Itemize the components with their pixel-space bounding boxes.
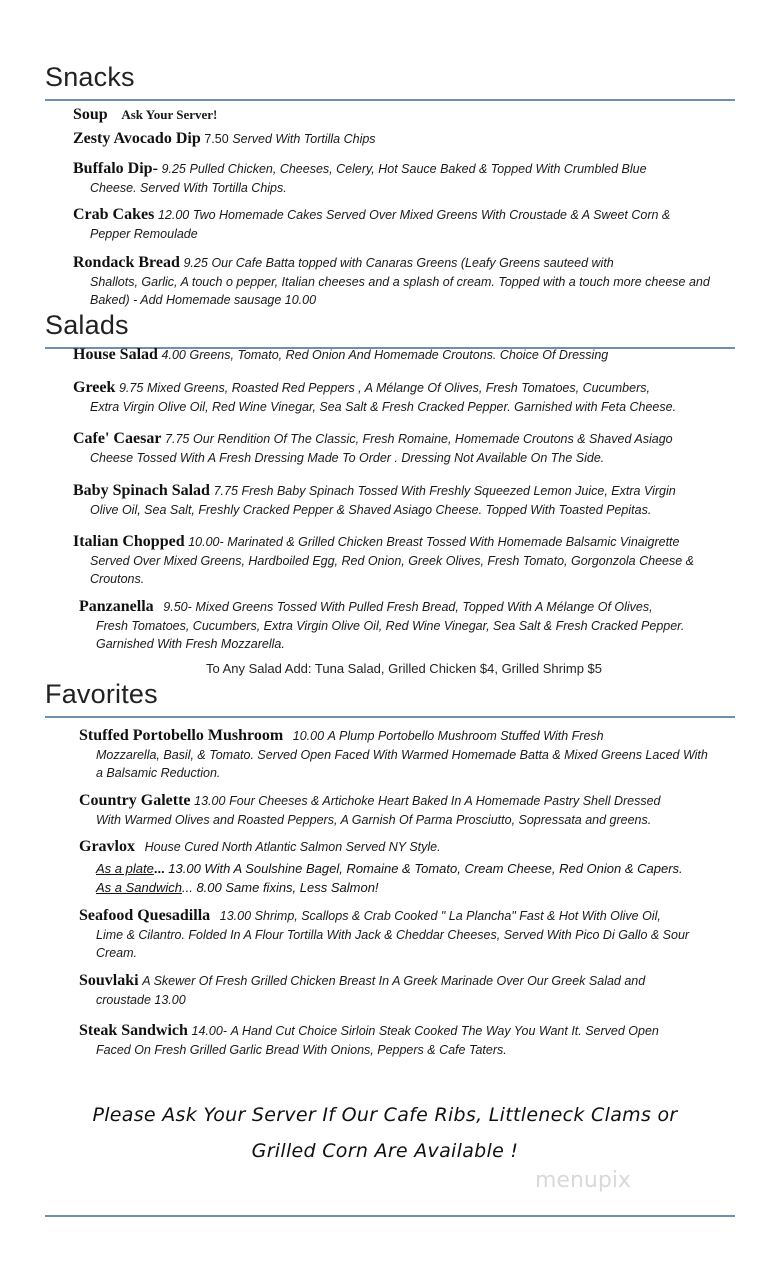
item-name: House Salad [73, 346, 158, 363]
item-name: Panzanella [79, 598, 154, 615]
item-name: Gravlox [79, 838, 135, 855]
menu-item-panzanella [79, 598, 749, 654]
option-separator: ... [153, 861, 165, 876]
item-name: Stuffed Portobello Mushroom [79, 727, 284, 744]
closing-line-2: Grilled Corn Are Available ! [251, 1140, 519, 1162]
item-description-continued: Cheese. Served With Tortilla Chips. [90, 180, 287, 195]
item-price: 12.00 [157, 208, 190, 222]
item-description-continued: Shallots, Garlic, A touch o pepper, Italian cheeses and a splash of cream. Topped with a touch more cheese and Baked) - Add Homemade sausage 10.00 [90, 274, 710, 307]
section-title-favorites: Favorites [45, 679, 158, 709]
item-name: Steak Sandwich [79, 1022, 188, 1039]
footer-rule [45, 1215, 735, 1217]
item-price: 10.00 [292, 729, 325, 743]
item-price: 7.75 [165, 432, 190, 446]
item-price: 7.75 [213, 484, 238, 498]
item-description: A Skewer Of Fresh Grilled Chicken Breast In A Greek Marinade Over Our Greek Salad and [142, 974, 646, 988]
item-description: Our Cafe Batta topped with Canaras Greens (Leafy Greens sauteed with [211, 256, 614, 270]
menu-item-greek [73, 379, 743, 416]
item-description: A Plump Portobello Mushroom Stuffed With Fresh [327, 729, 604, 743]
item-description: Fresh Baby Spinach Tossed With Freshly Squeezed Lemon Juice, Extra Virgin [241, 484, 676, 498]
item-name: Country Galette [79, 792, 191, 809]
menu-item-buffalo-dip [73, 160, 743, 197]
item-price: 10.00- [188, 535, 224, 549]
closing-note [40, 1097, 730, 1169]
gravlox-option-sandwich [96, 880, 379, 895]
menu-item-gravlox [79, 838, 749, 857]
item-name: Baby Spinach Salad [73, 482, 210, 499]
item-price: 13.00 [219, 909, 252, 923]
menu-item-cafe-caesar [73, 430, 743, 467]
item-description: A Hand Cut Choice Sirloin Steak Cooked The Way You Want It. Served Open [230, 1024, 659, 1038]
item-description-continued: Lime & Cilantro. Folded In A Flour Tortilla With Jack & Cheddar Cheeses, Served With Pico Di Gallo & Sour Cream. [96, 927, 690, 960]
item-description-continued: Served Over Mixed Greens, Hardboiled Egg, Red Onion, Greek Olives, Fresh Tomato, Gorgonzola Cheese & Croutons. [90, 553, 694, 586]
menu-item-seafood-quesadilla [79, 907, 749, 963]
watermark-logo: menupix [535, 1168, 631, 1193]
item-description: Mixed Greens Tossed With Pulled Fresh Bread, Topped With A Mélange Of Olives, [195, 600, 653, 614]
item-price: 9.25 [183, 256, 208, 270]
item-description: Pulled Chicken, Cheeses, Celery, Hot Sauce Baked & Topped With Crumbled Blue [189, 162, 647, 176]
item-description: Marinated & Grilled Chicken Breast Tossed With Homemade Balsamic Vinaigrette [227, 535, 680, 549]
gravlox-option-plate [96, 861, 683, 876]
menu-item-italian-chopped [73, 533, 748, 589]
item-description-continued: Faced On Fresh Grilled Garlic Bread With Onions, Peppers & Cafe Taters. [96, 1042, 507, 1057]
item-description: Ask Your Server! [121, 107, 218, 122]
item-name: Buffalo Dip- [73, 160, 158, 177]
item-price: 9.75 [118, 381, 144, 395]
item-description: House Cured North Atlantic Salmon Served NY Style. [144, 840, 441, 854]
item-price: 4.00 [161, 348, 186, 362]
item-description: Mixed Greens, Roasted Red Peppers , A Mélange Of Olives, Fresh Tomatoes, Cucumbers, [146, 381, 650, 395]
menu-item-stuffed-portobello-mushroom [79, 727, 749, 783]
item-description: Shrimp, Scallops & Crab Cooked " La Plancha" Fast & Hot With Olive Oil, [254, 909, 661, 923]
item-price: 9.25 [161, 162, 186, 176]
option-separator: ... [182, 880, 193, 895]
item-price: 7.50 [204, 132, 229, 146]
item-price: 14.00- [191, 1024, 227, 1038]
menu-item-baby-spinach-salad [73, 482, 743, 519]
item-name: Souvlaki [79, 972, 139, 989]
item-price: 9.50- [163, 600, 192, 614]
item-description-continued: Olive Oil, Sea Salt, Freshly Cracked Pepper & Shaved Asiago Cheese. Topped With Toasted Pepitas. [90, 502, 652, 517]
item-name: Zesty Avocado Dip [73, 130, 201, 147]
item-name: Crab Cakes [73, 206, 155, 223]
item-description-continued: Mozzarella, Basil, & Tomato. Served Open Faced With Warmed Homemade Batta & Mixed Greens Laced With a Balsamic Reduction. [96, 747, 708, 780]
item-description: Greens, Tomato, Red Onion And Homemade Croutons. Choice Of Dressing [189, 348, 609, 362]
option-label: As a Sandwich [96, 880, 182, 895]
item-description: Our Rendition Of The Classic, Fresh Romaine, Homemade Croutons & Shaved Asiago [193, 432, 673, 446]
section-title-salads: Salads [45, 310, 129, 340]
item-name: Seafood Quesadilla [79, 907, 211, 924]
option-label: As a plate [96, 861, 154, 876]
item-name: Soup [73, 106, 108, 123]
menu-item-zesty-avocado-dip [73, 130, 743, 149]
menu-item-soup [73, 106, 743, 125]
option-text: 8.00 Same fixins, Less Salmon! [192, 880, 379, 895]
item-name: Rondack Bread [73, 254, 180, 271]
item-name: Greek [73, 379, 116, 396]
item-description: Four Cheeses & Artichoke Heart Baked In A Homemade Pastry Shell Dressed [229, 794, 661, 808]
item-description-continued: Pepper Remoulade [90, 226, 198, 241]
item-description: Served With Tortilla Chips [232, 132, 376, 146]
menu-item-crab-cakes [73, 206, 743, 243]
item-name: Cafe' Caesar [73, 430, 162, 447]
option-text: 13.00 With A Soulshine Bagel, Romaine & Tomato, Cream Cheese, Red Onion & Capers. [164, 861, 683, 876]
menu-item-country-galette [79, 792, 749, 829]
menu-item-souvlaki [79, 972, 749, 1009]
item-description-continued: Fresh Tomatoes, Cucumbers, Extra Virgin Olive Oil, Red Wine Vinegar, Sea Salt & Fresh Cracked Pepper. Garnished With Fresh Mozzarella. [96, 618, 685, 651]
item-description-continued: With Warmed Olives and Roasted Peppers, A Garnish Of Parma Prosciutto, Sopressata and greens. [96, 812, 652, 827]
section-title-snacks: Snacks [45, 62, 135, 92]
item-price: 13.00 [194, 794, 226, 808]
section-rule [45, 716, 735, 718]
item-name: Italian Chopped [73, 533, 185, 550]
menu-item-rondack-bread [73, 254, 743, 310]
item-description: Two Homemade Cakes Served Over Mixed Greens With Croustade & A Sweet Corn & [192, 208, 671, 222]
menu-item-house-salad [73, 346, 743, 365]
salad-addon-note: To Any Salad Add: Tuna Salad, Grilled Chicken $4, Grilled Shrimp $5 [206, 661, 602, 676]
item-description-continued: croustade 13.00 [96, 992, 186, 1007]
item-description-continued: Extra Virgin Olive Oil, Red Wine Vinegar, Sea Salt & Fresh Cracked Pepper. Garnished with Feta Cheese. [90, 399, 677, 414]
item-description-continued: Cheese Tossed With A Fresh Dressing Made To Order . Dressing Not Available On The Side. [90, 450, 605, 465]
menu-item-steak-sandwich [79, 1022, 749, 1059]
section-rule [45, 99, 735, 101]
closing-line-1: Please Ask Your Server If Our Cafe Ribs, Littleneck Clams or [92, 1104, 678, 1126]
